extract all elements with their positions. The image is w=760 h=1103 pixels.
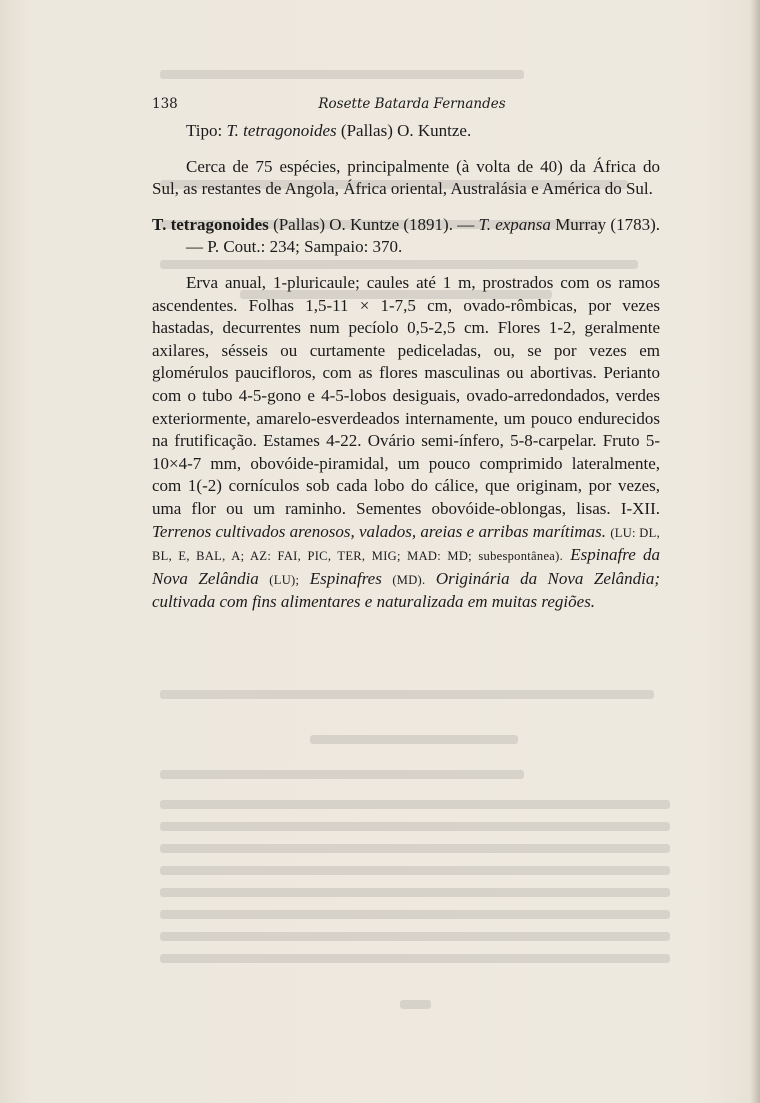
- typus-author: (Pallas) O. Kuntze.: [340, 121, 472, 140]
- description-main: Erva anual, 1-pluricaule; caules até 1 m, prostrados com os ramos ascendentes. Folhas 1,5-11 × 1-7,5 cm, ovado-rômbicas, por vezes hastadas, decurrentes num pecíolo 0,5-2,5 cm. Flores 1-2, geralmente axilares, sésseis ou curtamente pediceladas, ou, se por vezes em glomérulos paucifloros, com as flores masculinas ou abortivas. Perianto com o tubo 4-5-gono e 4-5-lobos desiguais, ovado-arredondados, verdes exteriormente, amarelo-esverdeados internamente, um pouco endurecidos na frutificação. Estames 4-22. Ovário semi-ínfero, 5-8-carpelar. Fruto 5-10×4-7 mm, obovóide-piramidal, um pouco comprimido lateralmente, com 1(-2) cornículos sob cada lobo do cálice, que originam, por vezes, uma flor ou um raminho. Sementes obovóide-oblongas, lisas. I-XII.: [152, 272, 660, 518]
- body-text: [152, 120, 660, 614]
- page-number: 138: [152, 96, 178, 112]
- typus-name: T. tetragonoides: [226, 121, 337, 140]
- description-origin: Originária da Nova Zelândia; cultivada com fins alimentares e naturalizada em muitas regiões.: [152, 568, 661, 612]
- genus-note: Cerca de 75 espécies, principalmente (à volta de 40) da África do Sul, as restantes de Angola, África oriental, Australásia e América do Sul.: [152, 156, 660, 199]
- running-title: Rosette Batarda Fernandes: [318, 96, 506, 112]
- common-name-1-region: (LU);: [269, 572, 300, 587]
- description-distribution: (LU: DL, BL, E, BAL, A; AZ: FAI, PIC, TER, MIG; MAD: MD; subespontânea).: [152, 525, 660, 564]
- common-name-1: Espinafre da Nova Zelândia: [152, 545, 661, 588]
- species-synonym-ref: Murray (1783). — P. Cout.: 234; Sampaio: 370.: [186, 214, 661, 257]
- species-author: (Pallas) O. Kuntze (1891). —: [273, 214, 475, 234]
- species-description: [152, 272, 660, 614]
- typus-label: Tipo:: [186, 121, 223, 140]
- common-name-2: Espinafres: [309, 568, 382, 588]
- species-name: T. tetragonoides: [152, 214, 269, 234]
- species-heading: [152, 214, 660, 259]
- common-name-2-region: (MD).: [392, 572, 426, 587]
- species-synonym: T. expansa: [478, 214, 551, 234]
- page-fold-shadow: [750, 0, 760, 1103]
- page-header: [152, 96, 672, 116]
- typus-line: [152, 120, 660, 143]
- description-habitat: Terrenos cultivados arenosos, valados, areias e arribas marítimas.: [152, 521, 607, 541]
